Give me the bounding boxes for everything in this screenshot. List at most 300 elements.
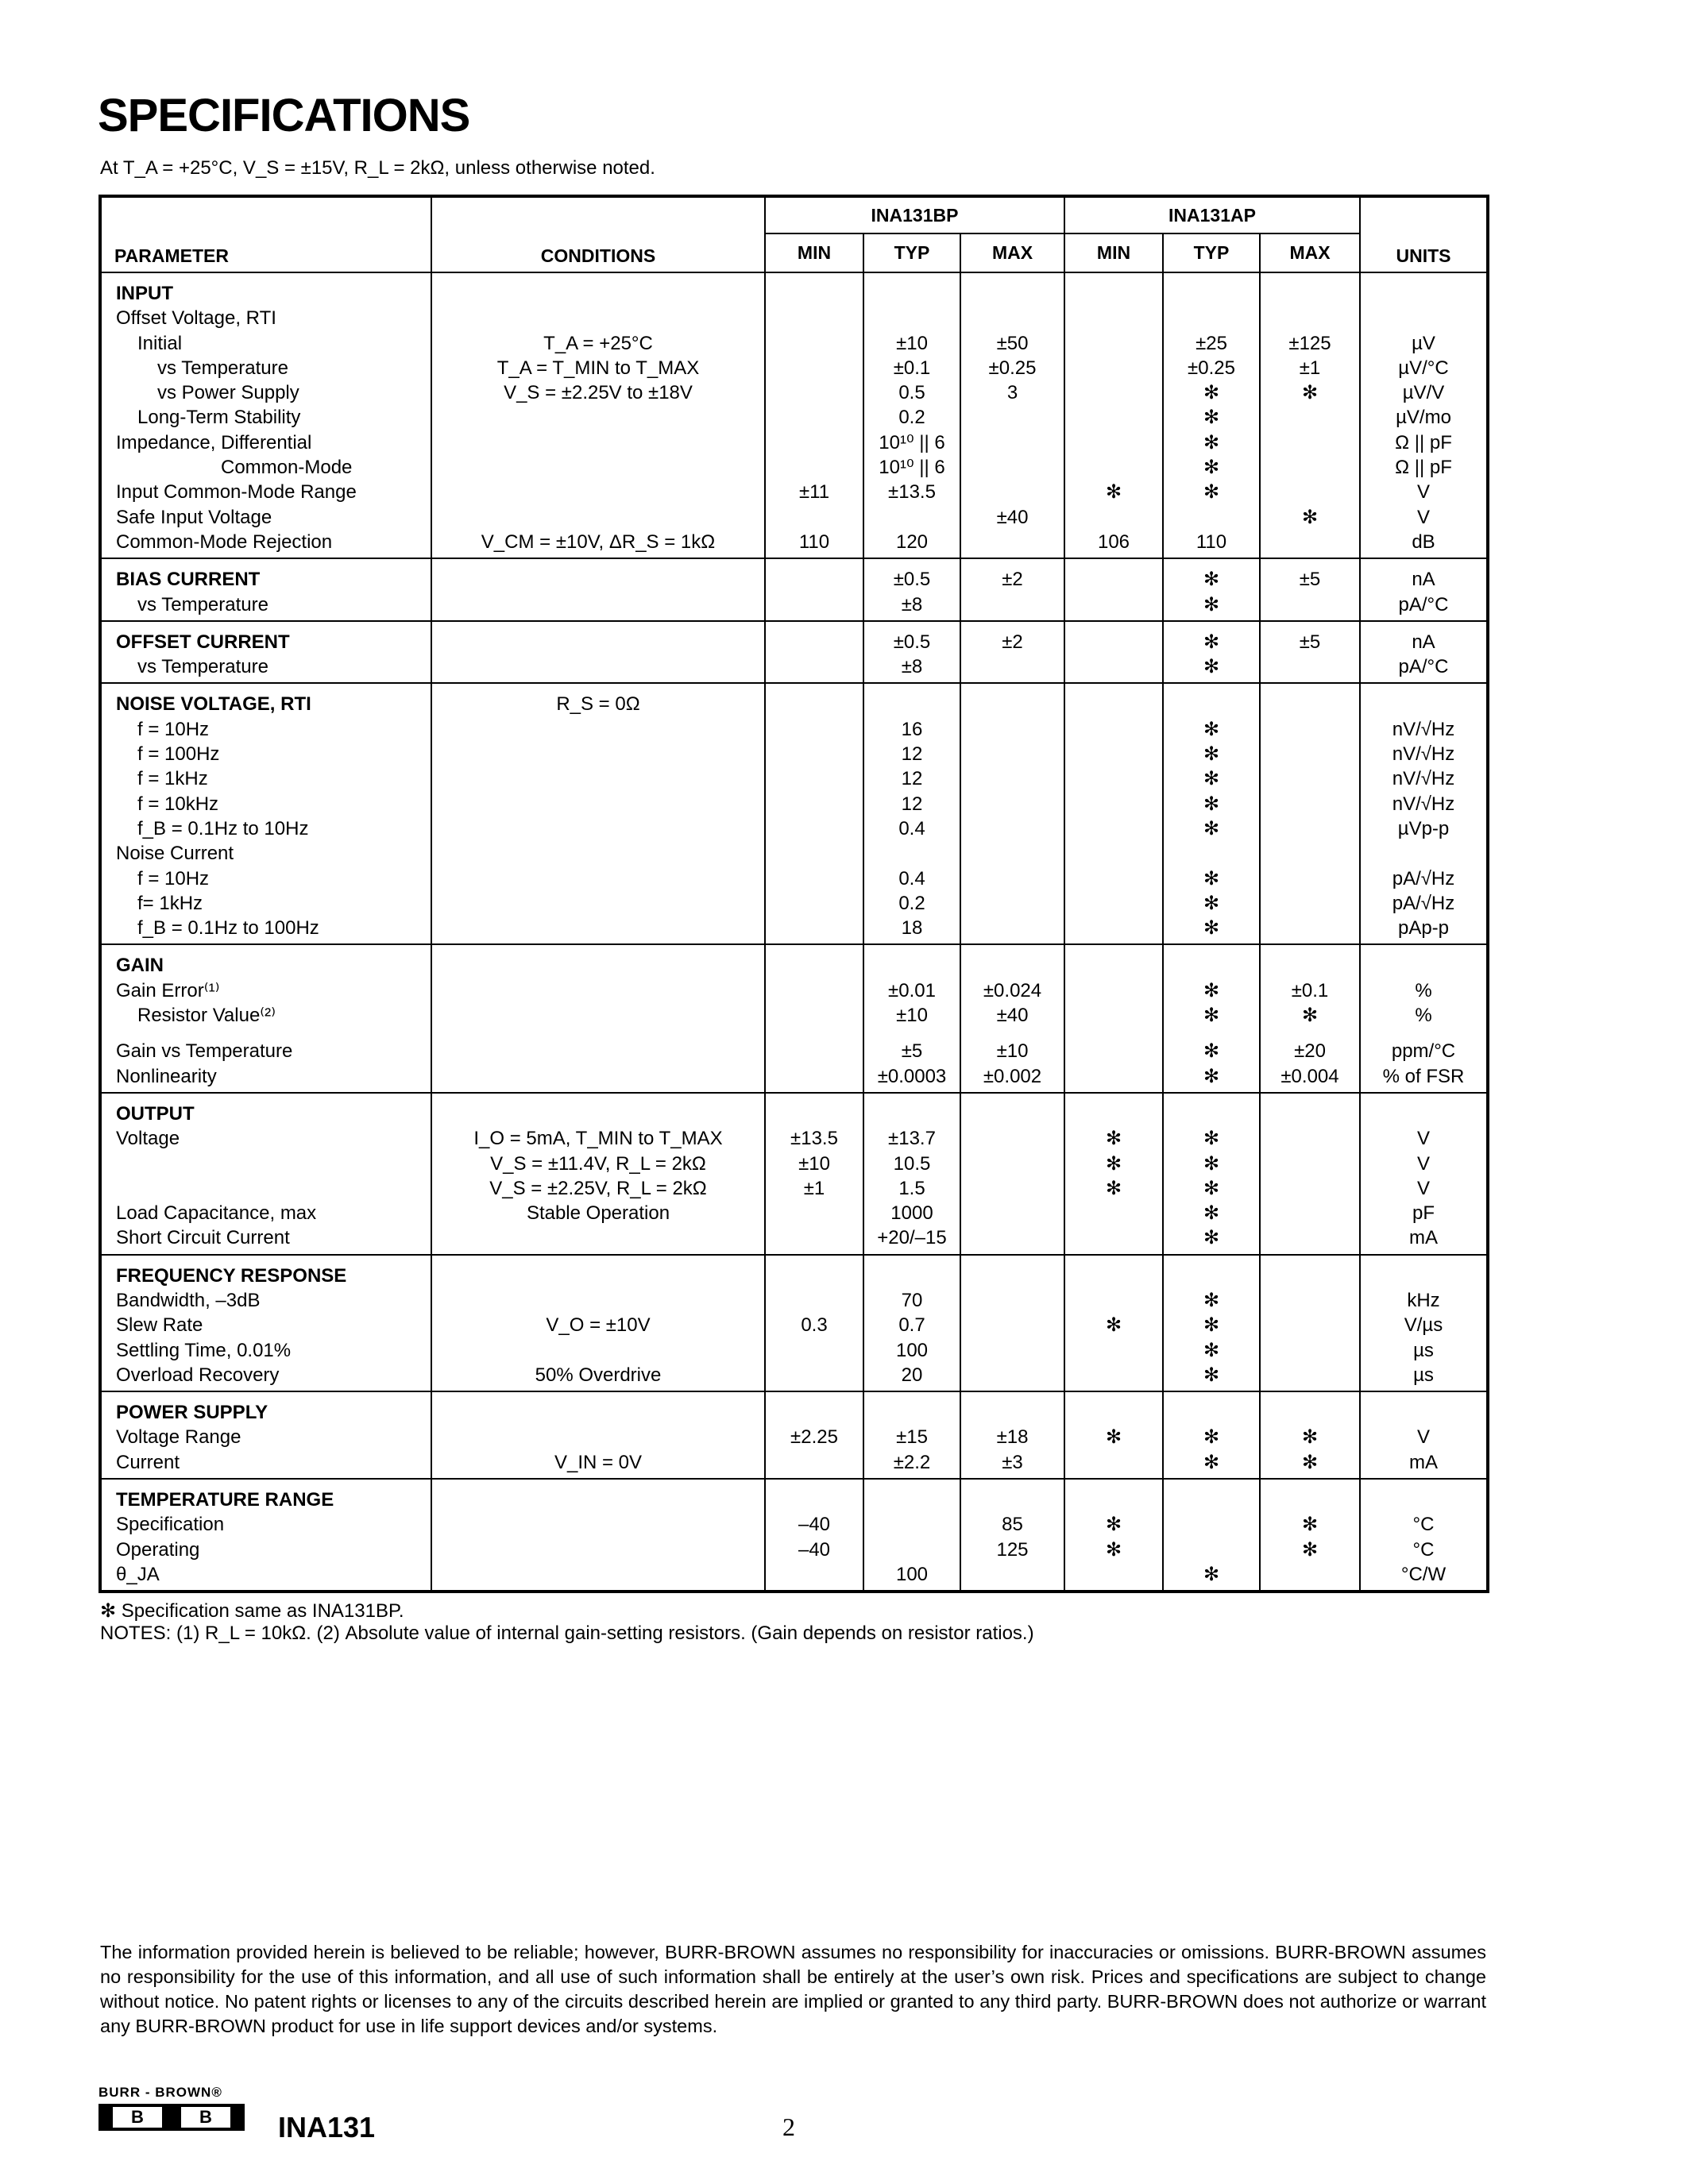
spec-cell: R_S = 0Ω — [556, 693, 640, 716]
spec-cell — [864, 306, 960, 330]
spec-cell: ✻ — [1203, 768, 1220, 790]
spec-cell: f_B = 0.1Hz to 10Hz — [137, 817, 309, 839]
spec-cell — [1164, 1488, 1259, 1512]
spec-section — [100, 558, 1488, 621]
spec-cell: f = 1kHz — [137, 768, 208, 790]
spec-cell: Safe Input Voltage — [116, 506, 272, 528]
spec-cell — [961, 430, 1064, 455]
column-bp-max — [960, 621, 1064, 684]
spec-cell — [1164, 281, 1259, 306]
column-bp-min — [765, 272, 863, 558]
column-conditions — [431, 1479, 765, 1592]
spec-cell — [1065, 306, 1162, 330]
column-ap-max — [1260, 621, 1360, 684]
spec-cell — [1261, 1225, 1359, 1250]
spec-cell: pA/°C — [1398, 656, 1449, 678]
spec-cell: ±5 — [1299, 569, 1321, 591]
footnote-same-as-bp: ✻ Specification same as INA131BP. — [100, 1600, 404, 1622]
spec-cell: Gain vs Temperature — [116, 1040, 293, 1063]
header-blank — [431, 196, 765, 233]
spec-cell: ±0.5 — [893, 569, 931, 591]
spec-cell — [432, 953, 764, 978]
spec-cell: Settling Time, 0.01% — [116, 1339, 292, 1361]
spec-cell — [766, 1201, 863, 1225]
spec-cell — [1065, 1450, 1162, 1475]
spec-cell — [432, 306, 764, 330]
spec-cell — [1065, 356, 1162, 380]
spec-cell — [961, 1488, 1064, 1512]
spec-cell: ±0.004 — [1280, 1065, 1339, 1087]
spec-cell: V — [1416, 1128, 1430, 1150]
spec-cell: ±0.25 — [988, 357, 1037, 379]
column-units — [1360, 621, 1488, 684]
spec-cell — [766, 567, 863, 592]
spec-cell: ✻ — [1301, 382, 1319, 404]
spec-cell: 12 — [901, 743, 923, 766]
spec-cell: ✻ — [1203, 1426, 1220, 1449]
spec-cell — [1065, 866, 1162, 891]
spec-cell: FREQUENCY RESPONSE — [116, 1264, 347, 1287]
spec-cell: V/µs — [1404, 1314, 1443, 1337]
spec-cell — [961, 816, 1064, 841]
spec-cell — [766, 380, 863, 405]
column-bp-min — [765, 1093, 863, 1255]
column-ap-typ — [1163, 1093, 1260, 1255]
spec-cell — [432, 766, 764, 791]
spec-cell — [1261, 742, 1359, 766]
spec-cell: 0.4 — [898, 817, 925, 839]
spec-cell: ±10 — [996, 1040, 1029, 1063]
spec-cell: Ω || pF — [1395, 431, 1452, 453]
spec-cell: V — [1416, 1152, 1430, 1175]
column-bp-typ — [863, 1255, 960, 1391]
spec-cell — [961, 1201, 1064, 1225]
column-ap-typ — [1163, 621, 1260, 684]
spec-cell — [864, 505, 960, 530]
spec-cell — [1065, 1064, 1162, 1089]
header-max: MAX — [960, 233, 1064, 272]
spec-cell — [1261, 1288, 1359, 1313]
spec-cell: ✻ — [1203, 1128, 1220, 1150]
spec-section — [100, 272, 1488, 558]
spec-cell — [766, 692, 863, 716]
spec-cell — [1065, 1201, 1162, 1225]
test-conditions-note: At T_A = +25°C, V_S = ±15V, R_L = 2kΩ, unless otherwise noted. — [100, 157, 655, 179]
column-ap-min — [1064, 1479, 1163, 1592]
spec-cell: ±0.0003 — [877, 1065, 947, 1087]
spec-cell: ✻ — [1301, 1514, 1319, 1536]
spec-cell — [1261, 916, 1359, 940]
spec-cell — [961, 306, 1064, 330]
spec-cell — [766, 405, 863, 430]
spec-cell: ✻ — [1105, 1177, 1122, 1199]
spec-cell: 12 — [901, 793, 923, 815]
column-bp-typ — [863, 1093, 960, 1255]
spec-cell: V_CM = ±10V, ΔR_S = 1kΩ — [481, 531, 716, 553]
spec-cell — [432, 1102, 764, 1126]
spec-cell — [1261, 866, 1359, 891]
spec-cell — [432, 480, 764, 504]
spec-cell — [766, 742, 863, 766]
column-bp-max — [960, 558, 1064, 621]
spec-cell: °C/W — [1400, 1563, 1447, 1585]
spec-cell — [432, 841, 764, 866]
spec-cell — [1361, 841, 1486, 866]
spec-cell — [1065, 380, 1162, 405]
column-ap-max — [1260, 944, 1360, 1092]
spec-cell: 18 — [901, 917, 923, 940]
part-number: INA131 — [278, 2111, 376, 2143]
spec-cell — [766, 1102, 863, 1126]
spec-cell — [1065, 592, 1162, 617]
spec-cell: ±5 — [901, 1040, 923, 1063]
logo-letter: B — [113, 2107, 162, 2128]
column-parameter — [100, 621, 431, 684]
spec-cell — [432, 742, 764, 766]
disclaimer-text: The information provided herein is believed to be reliable; however, BURR-BROWN assumes no responsibility for inaccuracies or omissions. BURR-BROWN assumes no responsibility for the use of this information, and all use of such information shall be entirely at the user’s own risk. Prices and specifications are subject to change without notice. No patent rights or licenses to any of the circuits described herein are implied or granted to any third party. BURR-BROWN does not authorize or warrant any BURR-BROWN product for use in life support devices and/or systems. — [100, 1942, 1486, 2036]
column-conditions — [431, 621, 765, 684]
spec-cell — [432, 567, 764, 592]
spec-cell — [766, 654, 863, 679]
spec-cell — [1065, 505, 1162, 530]
spec-section — [100, 683, 1488, 944]
spec-cell: Voltage — [116, 1128, 180, 1150]
column-bp-max — [960, 944, 1064, 1092]
spec-cell — [864, 1488, 960, 1512]
column-parameter — [100, 1093, 431, 1255]
spec-cell — [766, 816, 863, 841]
spec-cell — [1065, 978, 1162, 1003]
spec-cell: µV/mo — [1396, 407, 1451, 429]
spec-cell: mA — [1409, 1227, 1438, 1249]
spec-cell: ✻ — [1203, 979, 1220, 1001]
spec-cell: mA — [1409, 1451, 1438, 1473]
column-bp-max — [960, 683, 1064, 944]
spec-cell — [1261, 530, 1359, 554]
column-units — [1360, 558, 1488, 621]
spec-cell: f = 10Hz — [137, 718, 210, 740]
spec-cell: ±1 — [803, 1177, 825, 1199]
burr-brown-logo — [98, 2085, 249, 2131]
spec-cell: nV/√Hz — [1392, 743, 1455, 766]
spec-cell — [1065, 692, 1162, 716]
spec-cell — [766, 1363, 863, 1387]
spec-cell — [432, 866, 764, 891]
spec-cell — [1164, 1538, 1259, 1562]
spec-cell — [864, 1512, 960, 1537]
spec-cell: 0.3 — [801, 1314, 828, 1337]
spec-cell — [1065, 281, 1162, 306]
spec-cell: ✻ — [1203, 1451, 1220, 1473]
spec-cell — [1164, 841, 1259, 866]
column-conditions — [431, 1391, 765, 1479]
spec-cell — [1065, 916, 1162, 940]
spec-cell: ±20 — [1294, 1040, 1326, 1063]
spec-cell — [1261, 1102, 1359, 1126]
spec-cell — [1261, 405, 1359, 430]
spec-section — [100, 1479, 1488, 1592]
column-ap-typ — [1163, 944, 1260, 1092]
spec-cell: Initial — [137, 332, 183, 354]
column-bp-min — [765, 1479, 863, 1592]
spec-cell — [766, 505, 863, 530]
spec-cell — [1065, 654, 1162, 679]
spec-cell — [1261, 841, 1359, 866]
spec-cell — [864, 692, 960, 716]
spec-cell — [1261, 1152, 1359, 1176]
spec-cell: f = 100Hz — [137, 743, 220, 766]
spec-cell: ✻ — [1203, 793, 1220, 815]
spec-cell: Nonlinearity — [116, 1065, 217, 1087]
spec-cell — [766, 430, 863, 455]
spec-cell: ±25 — [1196, 332, 1227, 354]
spec-cell: ✻ — [1203, 1177, 1220, 1199]
spec-cell — [961, 1126, 1064, 1151]
spec-cell: ±0.1 — [893, 357, 931, 379]
spec-cell: Input Common-Mode Range — [116, 481, 357, 504]
column-ap-min — [1064, 1255, 1163, 1391]
spec-cell — [1065, 430, 1162, 455]
spec-cell — [432, 1225, 764, 1250]
spec-cell — [432, 1288, 764, 1313]
column-units — [1360, 272, 1488, 558]
group-header-ina131ap: INA131AP — [1064, 196, 1360, 233]
spec-cell — [1261, 1126, 1359, 1151]
spec-cell — [961, 1338, 1064, 1363]
spec-cell: V_S = ±2.25V, R_L = 2kΩ — [489, 1177, 707, 1199]
specifications-table — [98, 195, 1489, 1593]
spec-cell — [1261, 792, 1359, 816]
column-ap-max — [1260, 558, 1360, 621]
spec-cell — [1065, 405, 1162, 430]
spec-cell: °C — [1412, 1538, 1435, 1561]
spec-cell — [766, 1064, 863, 1089]
spec-cell: f= 1kHz — [137, 892, 203, 914]
spec-cell — [1065, 953, 1162, 978]
spec-cell — [961, 916, 1064, 940]
spec-cell — [766, 1450, 863, 1475]
spec-cell — [1261, 1400, 1359, 1425]
spec-cell — [766, 1264, 863, 1288]
spec-cell — [1261, 717, 1359, 742]
spec-cell — [961, 530, 1064, 554]
spec-cell — [1164, 505, 1259, 530]
spec-cell: ±11 — [798, 481, 830, 504]
spec-cell — [1164, 1400, 1259, 1425]
spec-cell: ✻ — [1203, 1040, 1220, 1063]
spec-cell: V_S = ±11.4V, R_L = 2kΩ — [490, 1152, 706, 1175]
spec-cell — [432, 430, 764, 455]
spec-cell — [961, 1288, 1064, 1313]
spec-cell — [1261, 654, 1359, 679]
column-conditions — [431, 1255, 765, 1391]
spec-cell — [1261, 592, 1359, 617]
spec-cell: pAp-p — [1397, 917, 1450, 940]
column-parameter — [100, 1255, 431, 1391]
spec-section — [100, 944, 1488, 1092]
spec-cell — [432, 1400, 764, 1425]
spec-cell: 16 — [901, 718, 923, 740]
column-bp-typ — [863, 621, 960, 684]
spec-cell: nV/√Hz — [1392, 718, 1455, 740]
column-ap-max — [1260, 1255, 1360, 1391]
spec-cell: ✻ — [1301, 1005, 1319, 1027]
spec-cell — [1065, 1102, 1162, 1126]
spec-cell: ✻ — [1203, 867, 1220, 889]
spec-cell — [961, 654, 1064, 679]
spec-cell: Slew Rate — [116, 1314, 203, 1337]
spec-cell: Bandwidth, –3dB — [116, 1289, 261, 1311]
spec-cell: ✻ — [1203, 1065, 1220, 1087]
spec-cell: ±10 — [798, 1152, 830, 1175]
spec-cell: ✻ — [1105, 1314, 1122, 1337]
spec-cell: ✻ — [1301, 1426, 1319, 1449]
header-parameter: PARAMETER — [100, 233, 431, 272]
column-ap-min — [1064, 272, 1163, 558]
spec-cell: 106 — [1097, 531, 1130, 553]
spec-cell: V_O = ±10V — [546, 1314, 651, 1337]
spec-cell: ±2.2 — [893, 1451, 931, 1473]
column-bp-min — [765, 558, 863, 621]
spec-cell: nV/√Hz — [1392, 768, 1455, 790]
spec-cell — [961, 1264, 1064, 1288]
spec-cell — [766, 630, 863, 654]
spec-cell: 0.4 — [898, 867, 925, 889]
spec-cell: µV — [1412, 332, 1435, 354]
spec-cell — [432, 630, 764, 654]
spec-cell: vs Temperature — [157, 357, 288, 379]
spec-cell — [432, 592, 764, 617]
spec-cell: f = 10Hz — [137, 867, 210, 889]
spec-cell — [1065, 331, 1162, 356]
spec-cell: % — [1415, 1005, 1432, 1027]
spec-cell — [961, 281, 1064, 306]
column-bp-min — [765, 1255, 863, 1391]
page-title: SPECIFICATIONS — [98, 90, 470, 141]
spec-cell: ✻ — [1203, 1339, 1220, 1361]
spec-cell — [1261, 480, 1359, 504]
spec-cell: ±13.5 — [888, 481, 936, 504]
spec-cell — [1164, 306, 1259, 330]
spec-cell — [1065, 455, 1162, 480]
logo-wordmark: BURR - BROWN® — [98, 2085, 222, 2100]
spec-cell: ✻ — [1105, 1426, 1122, 1449]
spec-cell — [1164, 1512, 1259, 1537]
spec-cell: Offset Voltage, RTI — [116, 307, 276, 330]
spec-cell: Overload Recovery — [116, 1364, 280, 1386]
spec-cell: ±2.25 — [790, 1426, 838, 1449]
spec-cell — [961, 742, 1064, 766]
spec-cell — [1065, 567, 1162, 592]
spec-cell — [1065, 841, 1162, 866]
spec-cell — [1261, 306, 1359, 330]
spec-cell: µV/°C — [1398, 357, 1449, 379]
spec-cell — [864, 1102, 960, 1126]
spec-cell — [1065, 1363, 1162, 1387]
spec-cell: ✻ — [1203, 382, 1220, 404]
spec-cell: 0.7 — [898, 1314, 925, 1337]
header-conditions: CONDITIONS — [431, 233, 765, 272]
header-blank — [1360, 196, 1488, 233]
column-ap-min — [1064, 944, 1163, 1092]
spec-cell: V — [1416, 506, 1430, 528]
spec-cell: ±10 — [896, 1005, 928, 1027]
spec-cell — [961, 405, 1064, 430]
spec-cell: ±8 — [901, 656, 923, 678]
spec-cell — [1065, 1003, 1162, 1028]
spec-cell — [432, 1488, 764, 1512]
spec-cell: ✻ — [1203, 431, 1220, 453]
spec-cell — [432, 1338, 764, 1363]
spec-cell — [961, 1400, 1064, 1425]
spec-cell: 110 — [1196, 531, 1227, 553]
spec-cell: °C — [1412, 1514, 1435, 1536]
column-units — [1360, 944, 1488, 1092]
spec-cell: ✻ — [1203, 1005, 1220, 1027]
spec-cell: ±13.7 — [888, 1128, 936, 1150]
spec-cell — [432, 978, 764, 1003]
spec-cell — [864, 1538, 960, 1562]
spec-cell: f = 10kHz — [137, 793, 219, 815]
spec-cell — [766, 978, 863, 1003]
spec-cell: ±40 — [996, 506, 1029, 528]
spec-cell — [766, 306, 863, 330]
column-ap-min — [1064, 1093, 1163, 1255]
column-ap-max — [1260, 1479, 1360, 1592]
spec-cell: ✻ — [1203, 892, 1220, 914]
column-ap-typ — [1163, 1479, 1260, 1592]
spec-cell: ±0.01 — [888, 979, 936, 1001]
spec-cell: 125 — [996, 1538, 1029, 1561]
column-bp-typ — [863, 272, 960, 558]
footnote-notes: NOTES: (1) R_L = 10kΩ. (2) Absolute value of internal gain-setting resistors. (Gain depends on resistor ratios.) — [100, 1623, 1034, 1644]
spec-cell — [432, 916, 764, 940]
spec-cell: ±1 — [1299, 357, 1321, 379]
spec-cell — [1261, 1264, 1359, 1288]
spec-cell — [864, 1400, 960, 1425]
column-ap-typ — [1163, 272, 1260, 558]
spec-cell: nV/√Hz — [1392, 793, 1455, 815]
spec-cell: 100 — [895, 1563, 929, 1585]
column-ap-min — [1064, 683, 1163, 944]
spec-cell: ±2 — [1002, 631, 1023, 653]
spec-cell — [1065, 717, 1162, 742]
spec-cell: ±0.25 — [1188, 357, 1235, 379]
spec-cell: 3 — [1006, 382, 1018, 404]
spec-cell — [432, 1538, 764, 1562]
spec-cell: ✻ — [1203, 631, 1220, 653]
spec-cell — [766, 766, 863, 791]
spec-cell: Resistor Value⁽²⁾ — [137, 1005, 276, 1027]
spec-cell — [1065, 816, 1162, 841]
spec-cell: ±0.5 — [893, 631, 931, 653]
column-bp-min — [765, 683, 863, 944]
spec-cell: vs Power Supply — [157, 382, 299, 404]
column-bp-typ — [863, 1479, 960, 1592]
spec-cell — [961, 792, 1064, 816]
column-units — [1360, 1479, 1488, 1592]
spec-cell — [432, 717, 764, 742]
spec-cell: ✻ — [1105, 1128, 1122, 1150]
spec-cell: kHz — [1407, 1289, 1440, 1311]
column-parameter — [100, 272, 431, 558]
spec-cell — [1065, 792, 1162, 816]
spec-cell — [766, 1338, 863, 1363]
spec-cell: 0.2 — [898, 407, 925, 429]
spec-cell: ±2 — [1002, 569, 1023, 591]
spec-cell: +20/–15 — [877, 1227, 947, 1249]
spec-cell — [432, 455, 764, 480]
